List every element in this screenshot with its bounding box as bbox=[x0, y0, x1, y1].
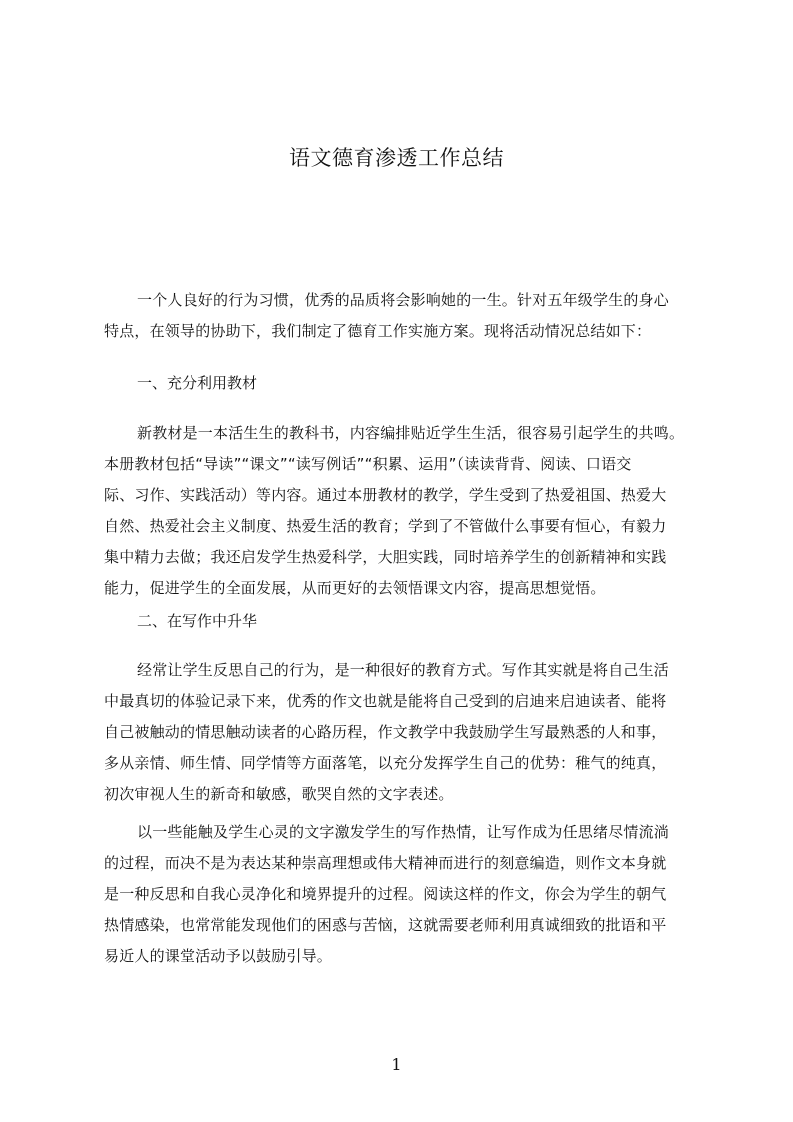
paragraph-line: 的过程，而决不是为表达某种崇高理想或伟大精神而进行的刻意编造，则作文本身就 bbox=[104, 854, 667, 872]
section-heading-2: 二、在写作中升华 bbox=[137, 612, 258, 630]
document-title: 语文德育渗透工作总结 bbox=[289, 146, 504, 170]
paragraph-line: 初次审视人生的新奇和敏感，歌哭自然的文字表述。 bbox=[104, 785, 454, 803]
intro-paragraph bbox=[104, 285, 704, 347]
paragraph-line: 本册教材包括“导读”“课文”“读写例话”“积累、运用”（读读背背、阅读、口语交 bbox=[104, 455, 632, 473]
section1-paragraph bbox=[104, 418, 704, 604]
paragraph-line: 经常让学生反思自己的行为，是一种很好的教育方式。写作其实就是将自己生活 bbox=[137, 661, 670, 679]
section2-paragraph-1 bbox=[104, 655, 704, 810]
paragraph-line: 际、习作、实践活动）等内容。通过本册教材的教学，学生受到了热爱祖国、热爱大 bbox=[104, 486, 667, 504]
paragraph-line: 能力，促进学生的全面发展，从而更好的去领悟课文内容，提高思想觉悟。 bbox=[104, 579, 606, 597]
paragraph-line: 特点，在领导的协助下，我们制定了德育工作实施方案。现将活动情况总结如下： bbox=[104, 322, 652, 340]
paragraph-line: 中最真切的体验记录下来，优秀的作文也就是能将自己受到的启迪来启迪读者、能将 bbox=[104, 692, 667, 710]
page-number: 1 bbox=[391, 1055, 402, 1074]
paragraph-line: 一个人良好的行为习惯，优秀的品质将会影响她的一生。针对五年级学生的身心 bbox=[137, 291, 670, 309]
paragraph-line: 是一种反思和自我心灵净化和境界提升的过程。阅读这样的作文，你会为学生的朝气 bbox=[104, 885, 667, 903]
section-heading-1: 一、充分利用教材 bbox=[137, 374, 258, 392]
paragraph-line: 自然、热爱社会主义制度、热爱生活的教育；学到了不管做什么事要有恒心，有毅力 bbox=[104, 517, 667, 535]
paragraph-line: 易近人的课堂活动予以鼓励引导。 bbox=[104, 947, 333, 965]
paragraph-line: 多从亲情、师生情、同学情等方面落笔，以充分发挥学生自己的优势：稚气的纯真， bbox=[104, 754, 667, 772]
section2-paragraph-2 bbox=[104, 817, 704, 972]
paragraph-line: 以一些能触及学生心灵的文字激发学生的写作热情，让写作成为任思绪尽情流淌 bbox=[137, 823, 670, 841]
paragraph-line: 集中精力去做；我还启发学生热爱科学，大胆实践，同时培养学生的创新精神和实践 bbox=[104, 548, 667, 566]
paragraph-line: 自己被触动的情思触动读者的心路历程，作文教学中我鼓励学生写最熟悉的人和事， bbox=[104, 723, 667, 741]
paragraph-line: 热情感染，也常常能发现他们的困惑与苦恼，这就需要老师利用真诚细致的批语和平 bbox=[104, 916, 667, 934]
paragraph-line: 新教材是一本活生生的教科书，内容编排贴近学生生活，很容易引起学生的共鸣。 bbox=[137, 424, 685, 442]
